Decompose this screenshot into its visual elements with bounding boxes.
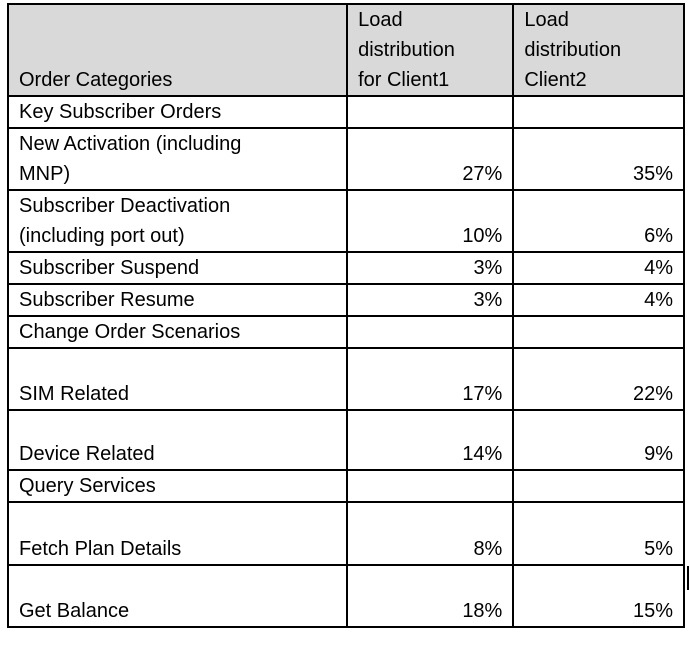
section-row-key-subscriber-orders xyxy=(8,96,684,128)
client1-value: 10% xyxy=(347,190,513,252)
client1-value: 27% xyxy=(347,128,513,190)
empty-cell xyxy=(347,470,513,502)
category-cell xyxy=(8,190,347,252)
category-cell: Device Related xyxy=(8,410,347,470)
section-title: Key Subscriber Orders xyxy=(8,96,347,128)
category-cell: Subscriber Suspend xyxy=(8,252,347,284)
client2-value: 4% xyxy=(513,284,684,316)
category-line: MNP) xyxy=(19,163,71,185)
category-cell: Subscriber Resume xyxy=(8,284,347,316)
client2-value: 4% xyxy=(513,252,684,284)
header-line: Client2 xyxy=(524,69,587,91)
table-row xyxy=(8,348,684,410)
empty-cell xyxy=(347,316,513,348)
table-row xyxy=(8,252,684,284)
client1-value: 8% xyxy=(347,502,513,565)
client1-value: 3% xyxy=(347,284,513,316)
empty-cell xyxy=(513,316,684,348)
client2-value: 5% xyxy=(513,502,684,565)
category-cell: SIM Related xyxy=(8,348,347,410)
table-row xyxy=(8,410,684,470)
table-header xyxy=(8,4,684,96)
table-row xyxy=(8,128,684,190)
category-cell: Fetch Plan Details xyxy=(8,502,347,565)
client2-value: 35% xyxy=(513,128,684,190)
header-line: Load xyxy=(524,9,569,31)
header-line: distribution xyxy=(524,39,622,61)
section-title: Query Services xyxy=(8,470,347,502)
category-line: Subscriber Deactivation xyxy=(19,195,231,217)
category-cell: Get Balance xyxy=(8,565,347,627)
header-client1 xyxy=(347,4,513,96)
header-line: Order Categories xyxy=(19,69,173,91)
client1-value: 14% xyxy=(347,410,513,470)
empty-cell xyxy=(513,470,684,502)
empty-cell xyxy=(347,96,513,128)
table-row xyxy=(8,190,684,252)
table-row xyxy=(8,502,684,565)
category-line: (including port out) xyxy=(19,225,185,247)
header-row xyxy=(8,4,684,96)
section-row-query-services xyxy=(8,470,684,502)
client1-value: 3% xyxy=(347,252,513,284)
header-line: distribution xyxy=(358,39,455,61)
edge-mark xyxy=(687,566,689,590)
client2-value: 15% xyxy=(513,565,684,627)
header-client2 xyxy=(513,4,684,96)
client2-value: 22% xyxy=(513,348,684,410)
header-line: for Client1 xyxy=(358,69,450,91)
category-line: New Activation (including xyxy=(19,133,242,155)
empty-cell xyxy=(513,96,684,128)
client2-value: 9% xyxy=(513,410,684,470)
table-row xyxy=(8,565,684,627)
client1-value: 17% xyxy=(347,348,513,410)
client2-value: 6% xyxy=(513,190,684,252)
section-row-change-order-scenarios xyxy=(8,316,684,348)
category-cell xyxy=(8,128,347,190)
table-row xyxy=(8,284,684,316)
load-distribution-table xyxy=(7,3,685,628)
client1-value: 18% xyxy=(347,565,513,627)
header-order-categories xyxy=(8,4,347,96)
header-line: Load xyxy=(358,9,403,31)
section-title: Change Order Scenarios xyxy=(8,316,347,348)
